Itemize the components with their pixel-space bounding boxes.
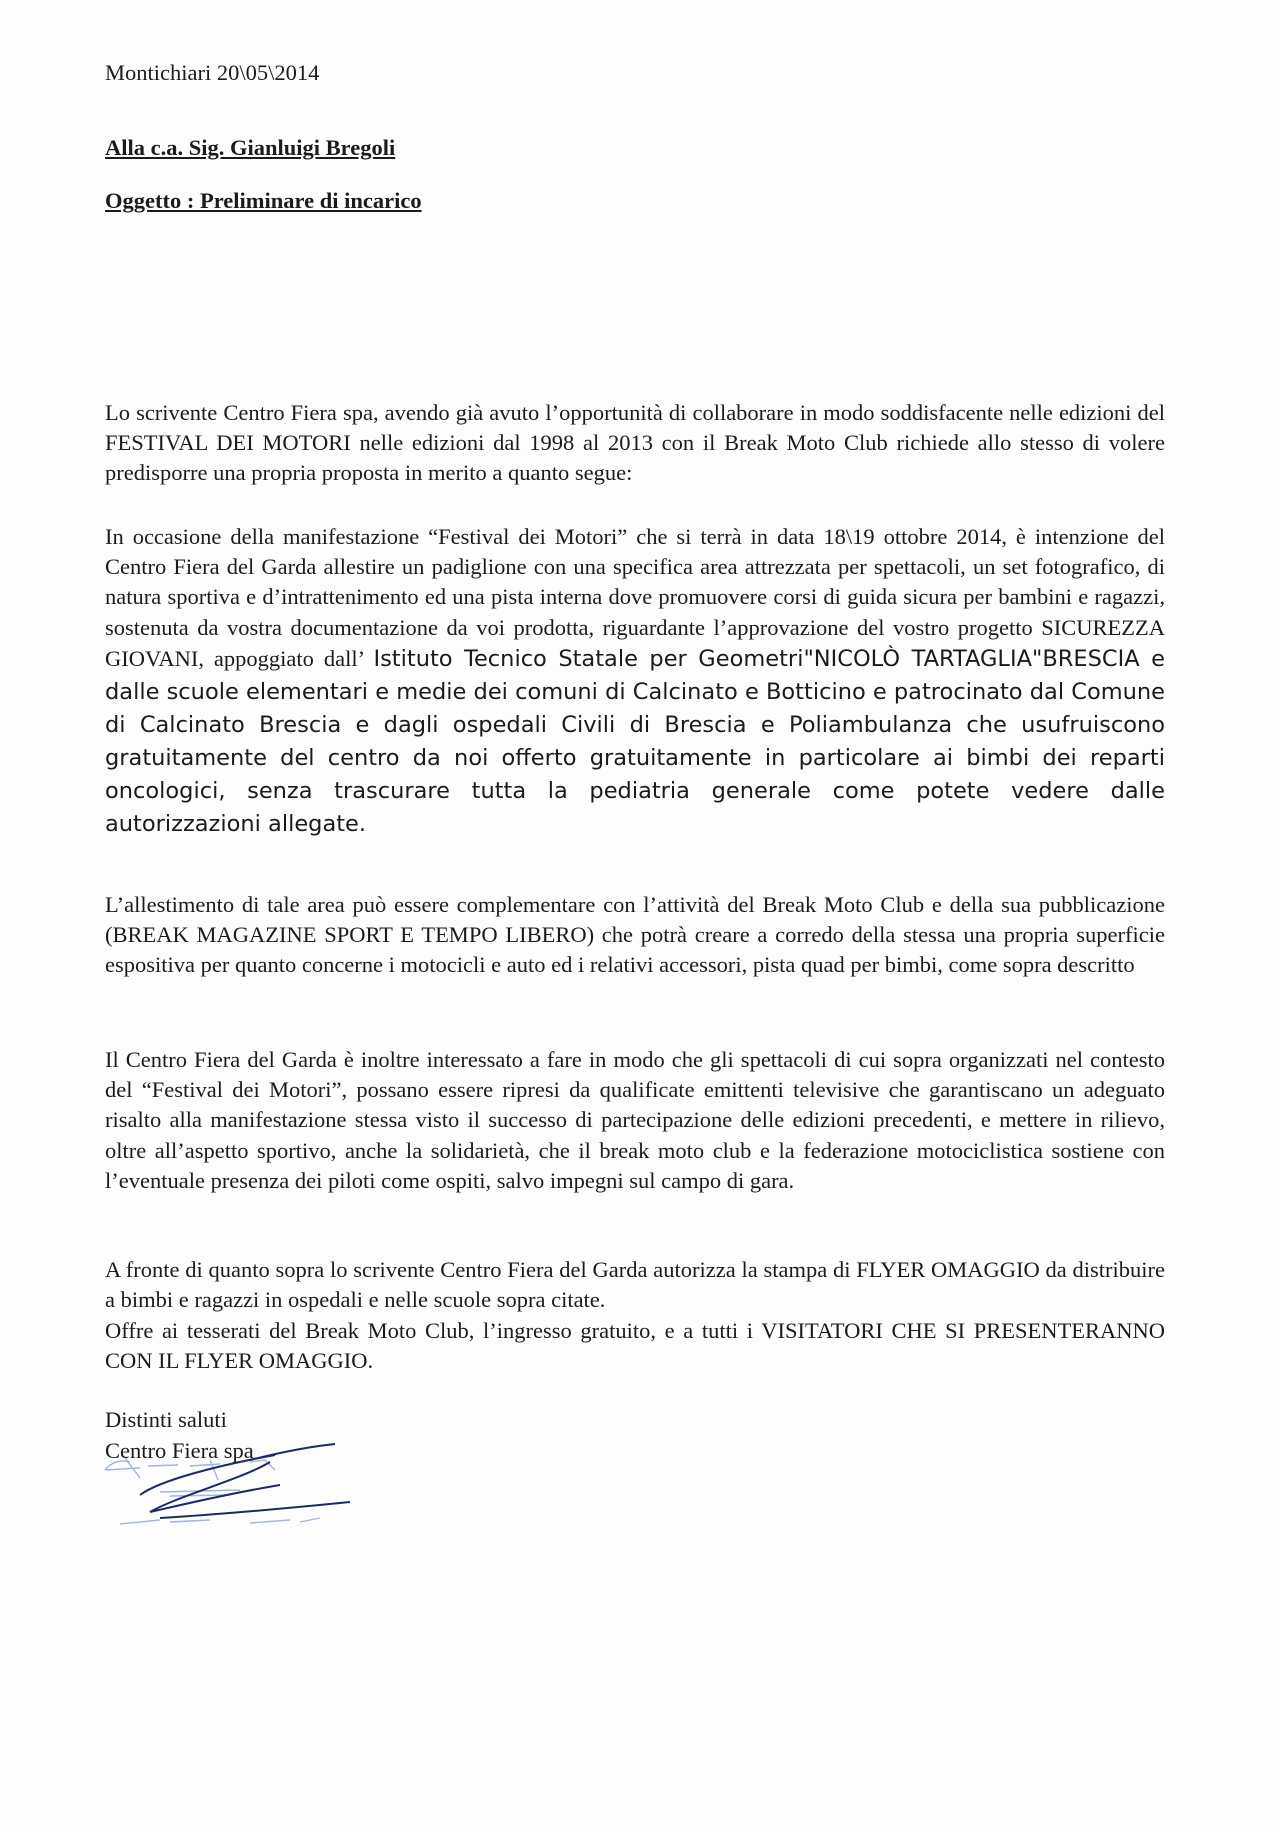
paragraph-offer: Offre ai tesserati del Break Moto Club, l’ingresso gratuito, e a tutti i VISITATORI CHE SI PRESENTERANNO CON IL FLYER OMAGGIO. [105,1318,1165,1374]
subject-line: Oggetto : Preliminare di incarico [105,188,422,213]
paragraph-broadcast: Il Centro Fiera del Garda è inoltre interessato a fare in modo che gli spettacoli di cui sopra organizzati nel contesto del “Festival dei Motori”, possano essere ripresi da qualificate emittenti televisive che garantiscano un adeguato risalto alla manifestazione stessa visto il successo di partecipazione delle edizioni precedenti, e mettere in rilievo, oltre all’aspetto sportivo, anche la solidarietà, che il break moto club e la federazione motociclistica sostiene con l’eventuale presenza dei piloti come ospiti, salvo impegni sul campo di gara. [105,1047,1165,1193]
recipient-line: Alla c.a. Sig. Gianluigi Bregoli [105,135,396,160]
date-line: Montichiari 20\05\2014 [105,60,320,85]
closing-line: Distinti saluti [105,1407,227,1432]
paragraph-occasion-sans: Istituto Tecnico Statale per Geometri"NICOLÒ TARTAGLIA"BRESCIA e dalle scuole elementari e medie dei comuni di Calcinato e Botticino e patrocinato dal Comune di Calcinato Brescia e dagli ospedali Civili di Brescia e Poliambulanza che usufruiscono gratuitamente del centro da noi offerto gratuitamente in particolare ai bimbi dei reparti oncologici, senza trascurare tutta la pediatria generale come potete vedere dalle autorizzazioni allegate. [105,645,1166,837]
paragraph-occasion-serif: In occasione della manifestazione “Festival dei Motori” che si terrà in data 18\19 ottobre 2014, è intenzione del Centro Fiera del Garda allestire un padiglione con una specifica area attrezzata per spettacoli, un set fotografico, di natura sportiva e d’intrattenimento ed una pista interna dove promuovere corsi di guida sicura per bambini e ragazzi, sostenuta da vostra documentazione da voi prodotta, riguardante l’approvazione del vostro progetto SICUREZZA GIOVANI, appoggiato dall’ [105,524,1165,671]
signatory-line: Centro Fiera spa [105,1438,254,1463]
paragraph-setup: L’allestimento di tale area può essere complementare con l’attività del Break Moto Club e della sua pubblicazione (BREAK MAGAZINE SPORT E TEMPO LIBERO) che potrà creare a corredo della stessa una propria superficie espositiva per quanto concerne i motocicli e auto ed i relativi accessori, pista quad per bimbi, come sopra descritto [105,892,1165,978]
paragraph-intro: Lo scrivente Centro Fiera spa, avendo già avuto l’opportunità di collaborare in modo soddisfacente nelle edizioni del FESTIVAL DEI MOTORI nelle edizioni dal 1998 al 2013 con il Break Moto Club richiede allo stesso di volere predisporre una propria proposta in merito a quanto segue: [105,400,1165,486]
paragraph-occasion [105,522,1165,841]
paragraph-flyer: A fronte di quanto sopra lo scrivente Centro Fiera del Garda autorizza la stampa di FLYER OMAGGIO da distribuire a bimbi e ragazzi in ospedali e nelle scuole sopra citate. [105,1257,1165,1313]
